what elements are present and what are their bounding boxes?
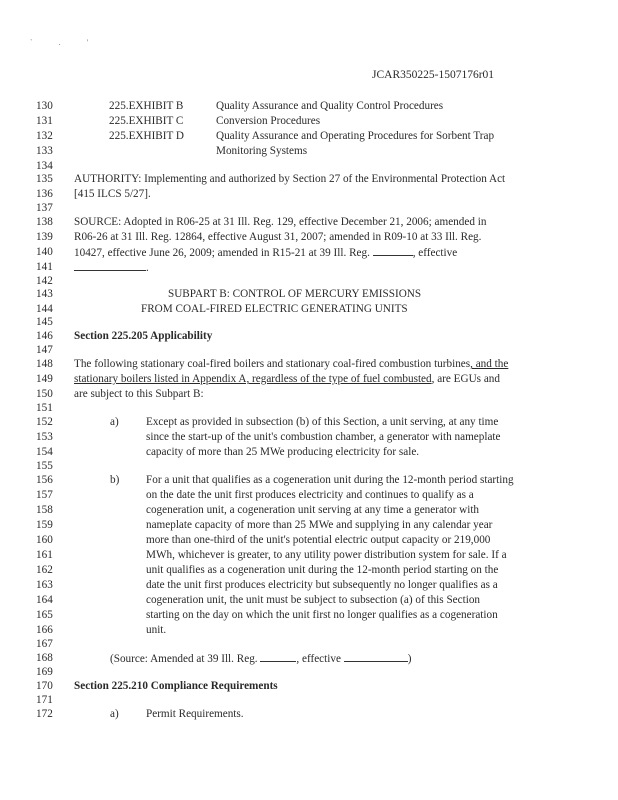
line-133 (36, 144, 596, 159)
exhibit-label: 225.EXHIBIT D (109, 130, 184, 142)
line-148 (36, 357, 596, 372)
line-number: 150 (36, 388, 53, 400)
body-text: unit qualifies as a cogeneration unit during the 12-month period starting on the (146, 564, 499, 576)
line-number: 154 (36, 446, 53, 458)
line-number: 163 (36, 579, 53, 591)
line-156 (36, 473, 596, 488)
body-text: since the start-up of the unit's combustion chamber, a generator with nameplate (146, 431, 501, 443)
line-number: 149 (36, 373, 53, 385)
source-note-b: , effective (296, 653, 344, 665)
exhibit-title: Conversion Procedures (216, 115, 321, 127)
body-text: cogeneration unit, a cogeneration unit serving at any time a generator with (146, 504, 480, 516)
line-number: 138 (36, 216, 53, 228)
line-138 (36, 215, 596, 230)
line-number: 161 (36, 549, 53, 561)
inserted-text: stationary boilers listed in Appendix A, regardless of the type of fuel combusted (74, 373, 432, 385)
line-number: 144 (36, 303, 53, 315)
source-note-c: ) (407, 653, 412, 665)
line-number: 142 (36, 275, 53, 287)
line-number: 133 (36, 145, 53, 157)
line-number: 172 (36, 708, 53, 720)
line-number: 169 (36, 666, 53, 678)
source-text-b: , effective (412, 247, 458, 259)
body-text: cogeneration unit, the unit must be subject to subsection (a) of this Section (146, 594, 481, 606)
exhibit-title: Quality Assurance and Operating Procedures for Sorbent Trap (216, 130, 495, 142)
line-149 (36, 372, 596, 387)
line-number: 132 (36, 130, 53, 142)
line-number: 170 (36, 680, 53, 692)
line-number: 141 (36, 261, 53, 273)
source-text: SOURCE: Adopted in R06-25 at 31 Ill. Reg. 129, effective December 21, 2006; amended in (74, 216, 487, 228)
line-157 (36, 488, 596, 503)
line-146 (36, 329, 596, 344)
body-text (74, 372, 500, 387)
line-168 (36, 651, 596, 666)
line-137 (36, 201, 596, 216)
line-140 (36, 245, 596, 260)
line-number: 167 (36, 638, 53, 650)
line-154 (36, 445, 596, 460)
line-143 (36, 287, 596, 302)
body-text: starting on the day on which the unit first no longer qualifies as a cogeneration (146, 609, 498, 621)
exhibit-title: Monitoring Systems (216, 145, 308, 157)
source-text: R06-26 at 31 Ill. Reg. 12864, effective August 31, 2007; amended in R09-10 at 33 Ill. Reg. (74, 231, 482, 243)
line-number: 160 (36, 534, 53, 546)
line-172 (36, 707, 596, 722)
line-number: 153 (36, 431, 53, 443)
line-135 (36, 172, 596, 187)
blank-line (74, 260, 146, 271)
authority-text: AUTHORITY: Implementing and authorized by Section 27 of the Environmental Protection Act (74, 173, 506, 185)
line-number: 159 (36, 519, 53, 531)
line-155 (36, 459, 596, 474)
line-161 (36, 548, 596, 563)
line-number: 164 (36, 594, 53, 606)
body-text-a: The following stationary coal-fired boilers and stationary coal-fired combustion turbines (74, 358, 471, 370)
line-150 (36, 387, 596, 402)
subpart-heading: SUBPART B: CONTROL OF MERCURY EMISSIONS (168, 288, 422, 300)
line-number: 168 (36, 652, 53, 664)
line-160 (36, 533, 596, 548)
line-number: 152 (36, 416, 53, 428)
line-number: 146 (36, 330, 53, 342)
line-159 (36, 518, 596, 533)
exhibit-label: 225.EXHIBIT B (109, 100, 184, 112)
line-132 (36, 129, 596, 144)
body-text: date the unit first produces electricity but subsequently no longer qualifies as a (146, 579, 498, 591)
subpart-heading: FROM COAL-FIRED ELECTRIC GENERATING UNITS (141, 303, 408, 315)
line-167 (36, 637, 596, 652)
line-166 (36, 623, 596, 638)
line-170 (36, 679, 596, 694)
line-number: 130 (36, 100, 53, 112)
line-number: 156 (36, 474, 53, 486)
line-number: 135 (36, 173, 53, 185)
section-heading: Section 225.205 Applicability (74, 330, 213, 342)
blank-line (260, 651, 296, 662)
line-number: 151 (36, 402, 53, 414)
body-text: Except as provided in subsection (b) of this Section, a unit serving, at any time (146, 416, 499, 428)
body-text (74, 357, 508, 372)
body-text: capacity of more than 25 MWe producing electricity for sale. (146, 446, 420, 458)
body-text: are subject to this Subpart B: (74, 388, 204, 400)
line-169 (36, 665, 596, 680)
line-number: 143 (36, 288, 53, 300)
line-141 (36, 260, 596, 275)
document-id: JCAR350225-1507176r01 (372, 69, 495, 81)
line-number: 140 (36, 246, 53, 258)
authority-text: [415 ILCS 5/27]. (74, 188, 151, 200)
line-number: 134 (36, 160, 53, 172)
blank-line (373, 245, 413, 256)
line-158 (36, 503, 596, 518)
body-text: nameplate capacity of more than 25 MWe and supplying in any calendar year (146, 519, 493, 531)
line-164 (36, 593, 596, 608)
line-162 (36, 563, 596, 578)
source-text-b: . (146, 262, 149, 274)
source-note-a: (Source: Amended at 39 Ill. Reg. (110, 653, 261, 665)
body-text: MWh, whichever is greater, to any utility power distribution system for sale. If a (146, 549, 507, 561)
subsection-label: a) (110, 708, 119, 720)
exhibit-label: 225.EXHIBIT C (109, 115, 184, 127)
line-131 (36, 114, 596, 129)
line-number: 162 (36, 564, 53, 576)
line-136 (36, 187, 596, 202)
line-number: 148 (36, 358, 53, 370)
body-text: unit. (146, 624, 167, 636)
line-number: 157 (36, 489, 53, 501)
line-number: 131 (36, 115, 53, 127)
body-text: Permit Requirements. (146, 708, 244, 720)
line-number: 145 (36, 316, 53, 328)
corner-marks: ` . ' (30, 38, 101, 47)
line-number: 137 (36, 202, 53, 214)
exhibit-title: Quality Assurance and Quality Control Procedures (216, 100, 444, 112)
body-text: more than one-third of the unit's potential electric output capacity or 219,000 (146, 534, 491, 546)
line-151 (36, 401, 596, 416)
body-text: For a unit that qualifies as a cogeneration unit during the 12-month period starting (146, 474, 514, 486)
line-number: 171 (36, 694, 53, 706)
line-number: 136 (36, 188, 53, 200)
line-number: 165 (36, 609, 53, 621)
subsection-label: a) (110, 416, 119, 428)
line-number: 139 (36, 231, 53, 243)
line-163 (36, 578, 596, 593)
line-number: 147 (36, 344, 53, 356)
line-153 (36, 430, 596, 445)
body-text-b: , are EGUs and (431, 373, 500, 385)
blank-line (344, 651, 408, 662)
body-text: on the date the unit first produces electricity and continues to qualify as a (146, 489, 474, 501)
line-number: 155 (36, 460, 53, 472)
source-text (74, 245, 457, 261)
line-147 (36, 343, 596, 358)
line-number: 166 (36, 624, 53, 636)
subsection-label: b) (110, 474, 120, 486)
inserted-text: , and the (470, 358, 509, 370)
line-130 (36, 99, 596, 114)
source-text-a: 10427, effective June 26, 2009; amended in R15-21 at 39 Ill. Reg. (74, 247, 373, 259)
line-152 (36, 415, 596, 430)
section-heading: Section 225.210 Compliance Requirements (74, 680, 278, 692)
line-171 (36, 693, 596, 708)
line-165 (36, 608, 596, 623)
line-number: 158 (36, 504, 53, 516)
line-139 (36, 230, 596, 245)
line-145 (36, 315, 596, 330)
